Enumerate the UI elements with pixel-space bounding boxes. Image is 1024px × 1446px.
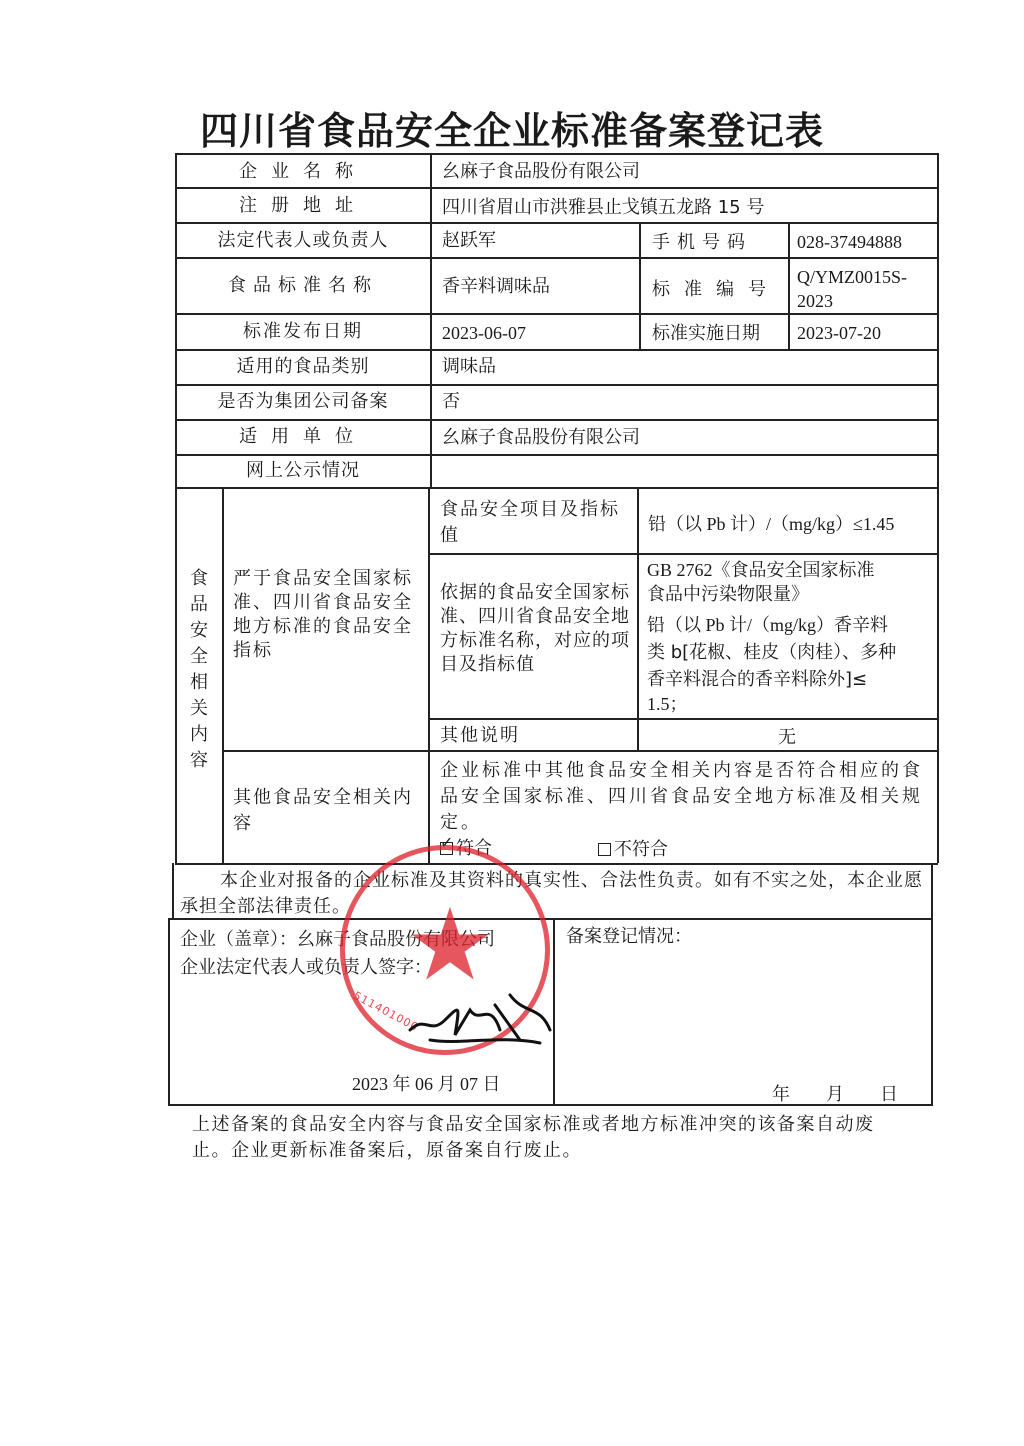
handwritten-signature xyxy=(400,975,560,1055)
other-content-label: 其他食品安全相关内容 xyxy=(233,787,413,834)
legal-rep-label: 法定代表人或负责人 xyxy=(217,230,389,251)
signature-date: 2023 年 06 月 07 日 xyxy=(352,1074,501,1094)
conform-label: 符合 xyxy=(456,838,492,859)
item-value: 铅（以 Pb 计）/（mg/kg）≤1.45 xyxy=(648,514,895,534)
release-date-label: 标准发布日期 xyxy=(243,321,363,342)
category-value: 调味品 xyxy=(442,356,496,377)
basis-line-6: 1.5； xyxy=(647,694,688,714)
standard-number-line1: Q/YMZ0015S- xyxy=(797,267,908,287)
company-name-label: 企业名称 xyxy=(239,161,367,182)
basis-line-3: 铅（以 Pb 计/（mg/kg）香辛料 xyxy=(647,615,889,635)
unit-label: 适用单位 xyxy=(239,426,367,447)
other-note-label: 其他说明 xyxy=(440,725,520,746)
filing-date: 年 月 日 xyxy=(772,1084,898,1105)
conform-option[interactable] xyxy=(440,837,492,860)
rep-signature-label: 企业法定代表人或负责人签字： xyxy=(180,957,432,978)
phone-label: 手机号码 xyxy=(652,232,752,253)
basis-line-5: 香辛料混合的香辛料除外]≤ xyxy=(647,669,868,690)
basis-line-4: 类 b[花椒、桂皮（肉桂）、多种 xyxy=(647,642,897,663)
company-name-value: 幺麻子食品股份有限公司 xyxy=(442,161,640,182)
standard-number-line2: 2023 xyxy=(797,291,833,311)
not-conform-checkbox[interactable] xyxy=(598,843,611,856)
standard-name-label: 食品标准名称 xyxy=(228,275,378,296)
footer-note: 上述备案的食品安全内容与食品安全国家标准或者地方标准冲突的该备案自动废止。企业更新标准备案后，原备案自行废止。 xyxy=(192,1114,875,1161)
address-label: 注册地址 xyxy=(239,195,367,216)
phone-value: 028-37494888 xyxy=(797,232,902,252)
stricter-indicators-label: 严于食品安全国家标准、四川省食品安全地方标准的食品安全指标 xyxy=(233,568,413,661)
seal-number: 511401000 xyxy=(351,988,421,1035)
online-label: 网上公示情况 xyxy=(246,460,360,481)
other-content-text: 企业标准中其他食品安全相关内容是否符合相应的食品安全国家标准、四川省食品安全地方标准及相关规定。 xyxy=(440,760,923,833)
seal-star-icon: ★ xyxy=(405,886,495,1003)
release-date-value: 2023-06-07 xyxy=(442,323,526,343)
other-note-value: 无 xyxy=(778,727,796,748)
conform-checkbox[interactable] xyxy=(440,842,453,855)
group-filing-label: 是否为集团公司备案 xyxy=(217,391,389,412)
safety-section-label: 食品安全相关内容 xyxy=(190,568,208,771)
not-conform-label: 不符合 xyxy=(614,839,668,860)
not-conform-option[interactable] xyxy=(598,838,668,861)
basis-line-1: GB 2762《食品安全国家标准 xyxy=(647,560,875,580)
standard-name-value: 香辛料调味品 xyxy=(442,276,550,297)
basis-line-2: 食品中污染物限量》 xyxy=(647,584,809,605)
item-label: 食品安全项目及指标值 xyxy=(440,499,620,546)
impl-date-value: 2023-07-20 xyxy=(797,323,881,343)
page-title: 四川省食品安全企业标准备案登记表 xyxy=(199,109,824,153)
filing-status-label: 备案登记情况： xyxy=(566,926,692,947)
address-value: 四川省眉山市洪雅县止戈镇五龙路 15 号 xyxy=(442,197,765,218)
declaration-text: 本企业对报备的企业标准及其资料的真实性、合法性负责。如有不实之处，本企业愿承担全部法律责任。 xyxy=(180,870,923,917)
standard-number-label: 标准编号 xyxy=(652,279,780,300)
basis-label: 依据的食品安全国家标准、四川省食品安全地方标准名称，对应的项目及指标值 xyxy=(440,582,630,675)
unit-value: 幺麻子食品股份有限公司 xyxy=(442,427,640,448)
impl-date-label: 标准实施日期 xyxy=(652,323,760,344)
company-seal-label: 企业（盖章）：幺麻子食品股份有限公司 xyxy=(180,929,495,950)
category-label: 适用的食品类别 xyxy=(236,356,370,377)
group-filing-value: 否 xyxy=(442,391,460,412)
legal-rep-value: 赵跃军 xyxy=(442,230,496,251)
